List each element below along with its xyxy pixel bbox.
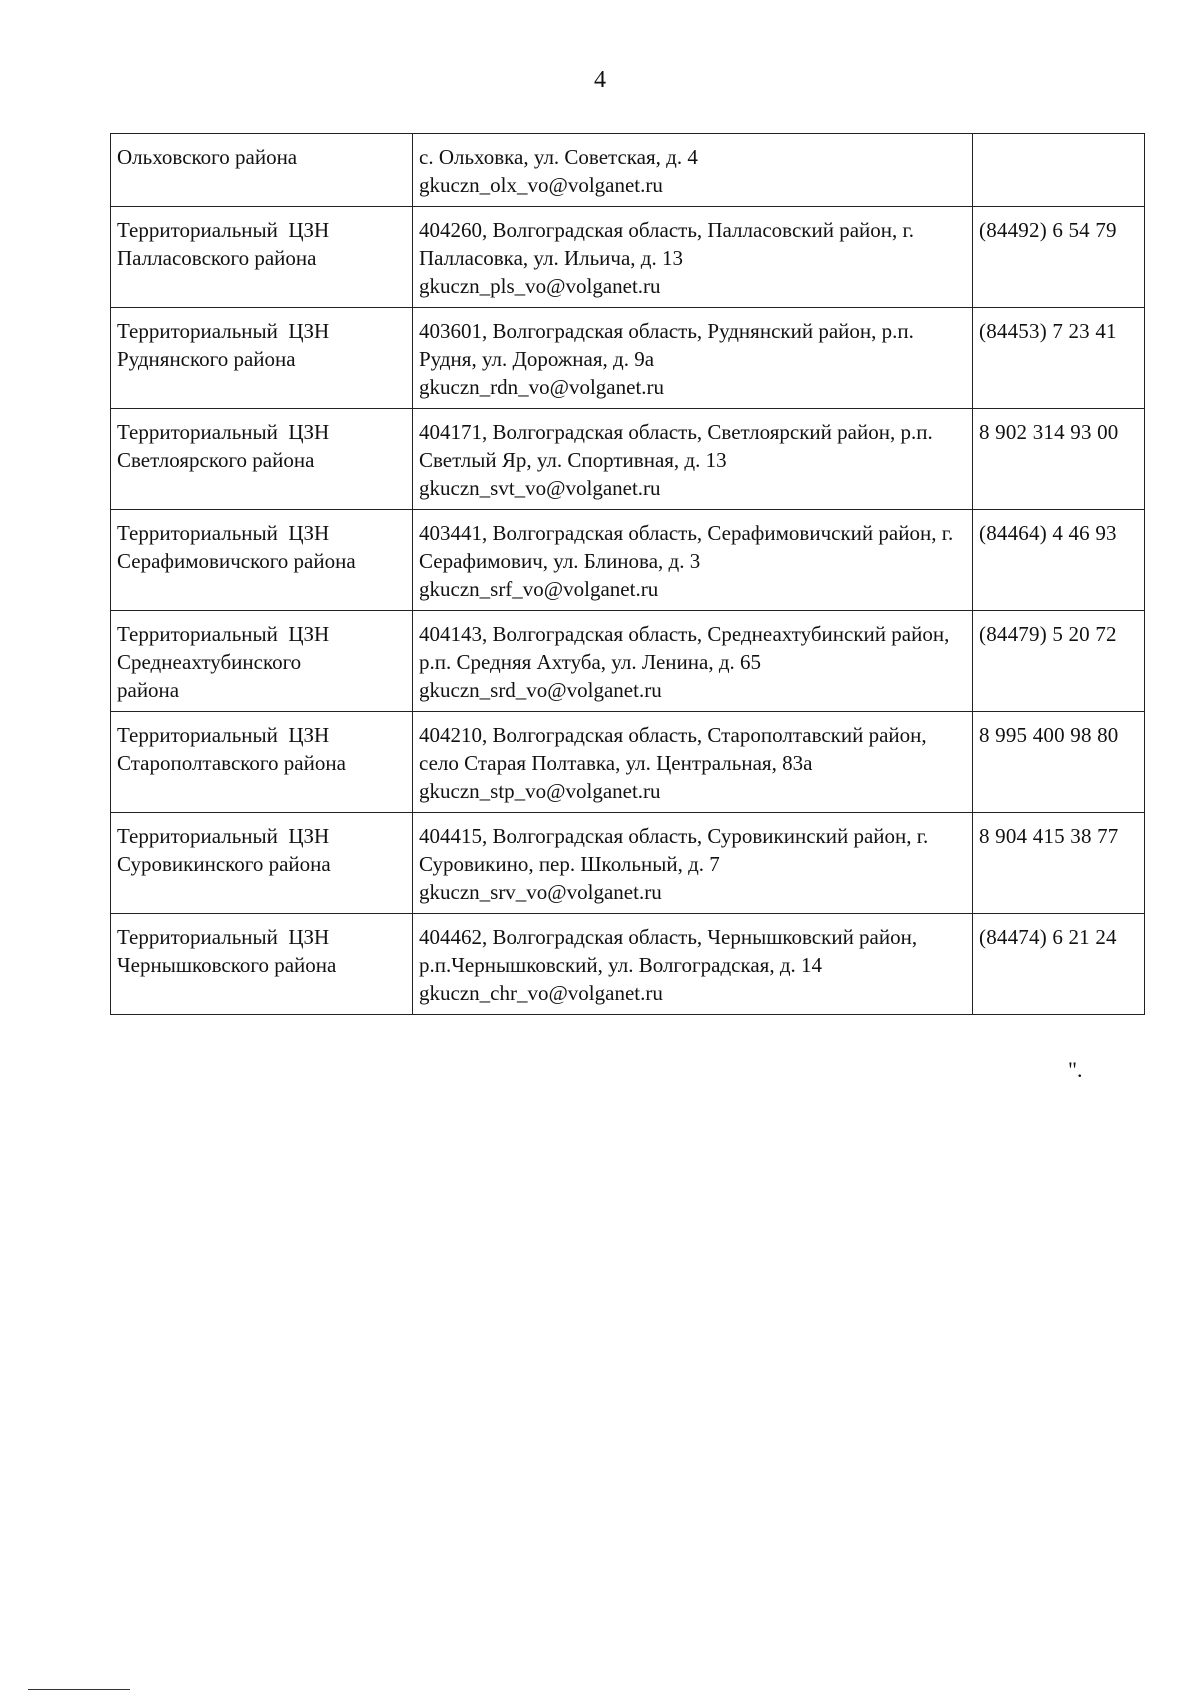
table-row	[111, 308, 1145, 409]
center-address: 404143, Волгоградская область, Среднеахтубинский район, р.п. Средняя Ахтуба, ул. Ленина, д. 65	[419, 622, 950, 674]
center-email: gkuczn_srv_vo@volganet.ru	[419, 880, 662, 904]
center-email: gkuczn_srf_vo@volganet.ru	[419, 577, 659, 601]
phone-cell	[973, 712, 1145, 813]
center-address: 403441, Волгоградская область, Серафимовичский район, г. Серафимович, ул. Блинова, д. 3	[419, 521, 954, 573]
center-name: Светлоярского района	[117, 448, 315, 472]
center-address: 404415, Волгоградская область, Суровикинский район, г. Суровикино, пер. Школьный, д. 7	[419, 824, 929, 876]
center-name: Руднянского района	[117, 347, 296, 371]
address-cell	[413, 134, 973, 207]
center-address: 404462, Волгоградская область, Чернышковский район, р.п.Чернышковский, ул. Волгоградская, д. 14	[419, 925, 918, 977]
center-name-cell	[111, 914, 413, 1015]
center-phone: 8 995 400 98 80	[979, 723, 1119, 747]
address-cell	[413, 611, 973, 712]
center-address: с. Ольховка, ул. Советская, д. 4	[419, 145, 698, 169]
phone-cell	[973, 813, 1145, 914]
address-cell	[413, 914, 973, 1015]
employment-centers-table	[110, 133, 1145, 1015]
center-name-cell	[111, 308, 413, 409]
center-email: gkuczn_pls_vo@volganet.ru	[419, 274, 661, 298]
address-cell	[413, 813, 973, 914]
table-row	[111, 207, 1145, 308]
center-phone: 8 902 314 93 00	[979, 420, 1119, 444]
center-email: gkuczn_chr_vo@volganet.ru	[419, 981, 663, 1005]
table-row	[111, 409, 1145, 510]
phone-cell	[973, 914, 1145, 1015]
phone-cell	[973, 308, 1145, 409]
center-name-cell	[111, 134, 413, 207]
phone-cell	[973, 134, 1145, 207]
center-type: Территориальный ЦЗН	[117, 723, 330, 747]
center-type: Территориальный ЦЗН	[117, 925, 330, 949]
center-email: gkuczn_stp_vo@volganet.ru	[419, 779, 661, 803]
address-cell	[413, 308, 973, 409]
center-email: gkuczn_rdn_vo@volganet.ru	[419, 375, 665, 399]
center-type: Территориальный ЦЗН	[117, 319, 330, 343]
center-name: Серафимовичского района	[117, 549, 356, 573]
center-name: Ольховского района	[117, 145, 298, 169]
center-address: 403601, Волгоградская область, Руднянский район, р.п. Рудня, ул. Дорожная, д. 9а	[419, 319, 914, 371]
center-email: gkuczn_olx_vo@volganet.ru	[419, 173, 663, 197]
phone-cell	[973, 510, 1145, 611]
center-phone: (84453) 7 23 41	[979, 319, 1117, 343]
center-phone: 8 904 415 38 77	[979, 824, 1119, 848]
center-address: 404210, Волгоградская область, Старополтавский район, село Старая Полтавка, ул. Центральная, 83а	[419, 723, 927, 775]
table-row	[111, 611, 1145, 712]
phone-cell	[973, 207, 1145, 308]
page-number: 4	[594, 67, 606, 93]
center-name: Чернышковского района	[117, 953, 337, 977]
footnote-divider	[28, 1689, 130, 1690]
table-row	[111, 510, 1145, 611]
center-phone: (84474) 6 21 24	[979, 925, 1117, 949]
center-name: Суровикинского района	[117, 852, 331, 876]
center-type: Территориальный ЦЗН	[117, 622, 330, 646]
table-row	[111, 712, 1145, 813]
center-name-cell	[111, 813, 413, 914]
table-row	[111, 914, 1145, 1015]
address-cell	[413, 207, 973, 308]
center-address: 404260, Волгоградская область, Палласовский район, г. Палласовка, ул. Ильича, д. 13	[419, 218, 914, 270]
center-name: Старополтавского района	[117, 751, 346, 775]
center-name-cell	[111, 611, 413, 712]
address-cell	[413, 510, 973, 611]
center-name: Среднеахтубинского	[117, 650, 302, 674]
center-phone: (84492) 6 54 79	[979, 218, 1117, 242]
center-email: gkuczn_svt_vo@volganet.ru	[419, 476, 661, 500]
center-phone: (84479) 5 20 72	[979, 622, 1117, 646]
center-type: Территориальный ЦЗН	[117, 218, 330, 242]
table-row	[111, 134, 1145, 207]
table-row	[111, 813, 1145, 914]
center-name-cell	[111, 712, 413, 813]
closing-quote-mark: ".	[1068, 1057, 1083, 1082]
center-type: Территориальный ЦЗН	[117, 420, 330, 444]
phone-cell	[973, 611, 1145, 712]
center-name-continued: района	[117, 678, 180, 702]
center-email: gkuczn_srd_vo@volganet.ru	[419, 678, 662, 702]
center-name: Палласовского района	[117, 246, 317, 270]
center-phone: (84464) 4 46 93	[979, 521, 1117, 545]
center-type: Территориальный ЦЗН	[117, 521, 330, 545]
center-name-cell	[111, 207, 413, 308]
phone-cell	[973, 409, 1145, 510]
address-cell	[413, 712, 973, 813]
address-cell	[413, 409, 973, 510]
center-type: Территориальный ЦЗН	[117, 824, 330, 848]
center-name-cell	[111, 510, 413, 611]
center-address: 404171, Волгоградская область, Светлоярский район, р.п. Светлый Яр, ул. Спортивная, д. 13	[419, 420, 933, 472]
center-name-cell	[111, 409, 413, 510]
